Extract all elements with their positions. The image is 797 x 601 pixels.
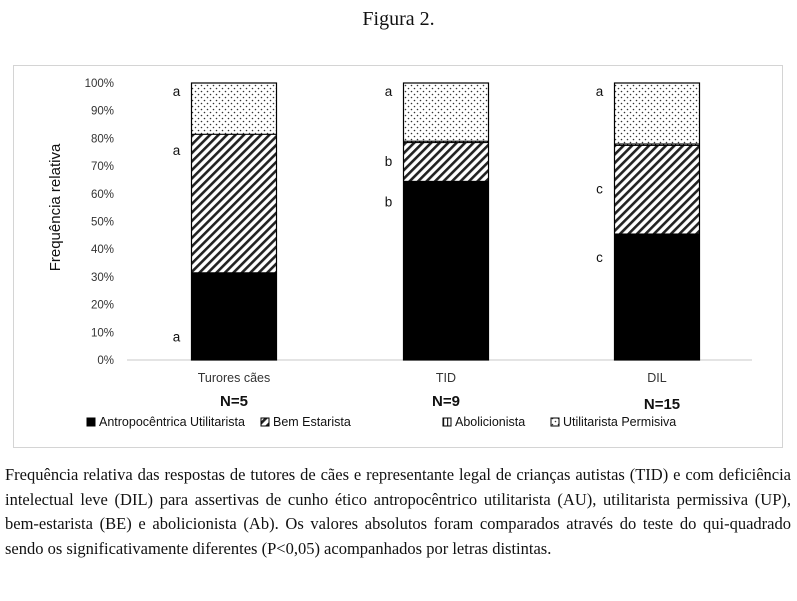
legend-label: Bem Estarista [273, 415, 351, 429]
chart-frame [13, 65, 783, 448]
category-label: TID [435, 371, 457, 385]
n-label: N=15 [643, 396, 681, 413]
bar-segment [192, 134, 277, 273]
bar-segment [404, 143, 489, 182]
bar-segment [615, 234, 700, 360]
category-label: Turores cães [197, 371, 271, 385]
bar-segment [404, 83, 489, 141]
significance-letter: c [596, 249, 603, 265]
y-tick-label: 80% [90, 133, 114, 146]
significance-letter: a [172, 84, 181, 99]
bar-segment [615, 145, 700, 234]
y-tick-label: 50% [90, 216, 114, 229]
category-label: DIL [647, 371, 667, 385]
significance-letter: b [384, 153, 393, 169]
y-tick-label: 90% [90, 105, 114, 118]
stacked-bar-chart [14, 66, 782, 447]
legend-swatch [443, 418, 451, 426]
legend-label: Antropocêntrica Utilitarista [99, 415, 245, 429]
significance-letter: a [172, 143, 181, 159]
legend-label: Utilitarista Permisiva [563, 415, 677, 429]
significance-letter: a [172, 329, 181, 345]
n-label: N=9 [432, 393, 460, 410]
y-tick-label: 70% [90, 161, 114, 174]
bars [192, 83, 700, 360]
y-tick-label: 10% [90, 327, 114, 340]
bar-segment [192, 83, 277, 134]
significance-letter: a [384, 84, 393, 99]
legend [87, 415, 676, 429]
figure-title: Figura 2. [362, 8, 435, 30]
bar-segment [192, 273, 277, 360]
significance-letter: a [595, 84, 604, 99]
figure-caption: Frequência relativa das respostas de tutores de cães e representante legal de crianças autistas (TID) e com deficiência intelectual leve (DIL) para assertivas de cunho ético antropocêntrico utilitarista (AU), utilitarista permissiva (UP), bem-estarista (BE) e abolicionista (Ab). Os valores absolutos foram comparados através do teste do qui-quadrado sendo os significativamente diferentes (P<0,05) acompanhados por letras distintas. [5, 465, 791, 558]
n-label: N=5 [220, 393, 248, 410]
y-tick-label: 60% [90, 188, 114, 201]
y-tick-label: 20% [90, 299, 114, 312]
bar-segment [404, 181, 489, 360]
bar-segment [615, 83, 700, 144]
legend-label: Abolicionista [455, 415, 526, 429]
legend-swatch [87, 418, 95, 426]
y-tick-label: 30% [90, 271, 114, 284]
legend-swatch [551, 418, 559, 426]
y-tick-label: 40% [90, 244, 114, 257]
significance-letter: c [596, 181, 603, 197]
y-tick-label: 0% [97, 355, 114, 367]
y-axis-label: Frequência relativa [47, 143, 64, 272]
y-tick-label: 100% [84, 78, 114, 90]
legend-swatch [261, 418, 269, 426]
significance-letter: b [384, 194, 393, 210]
